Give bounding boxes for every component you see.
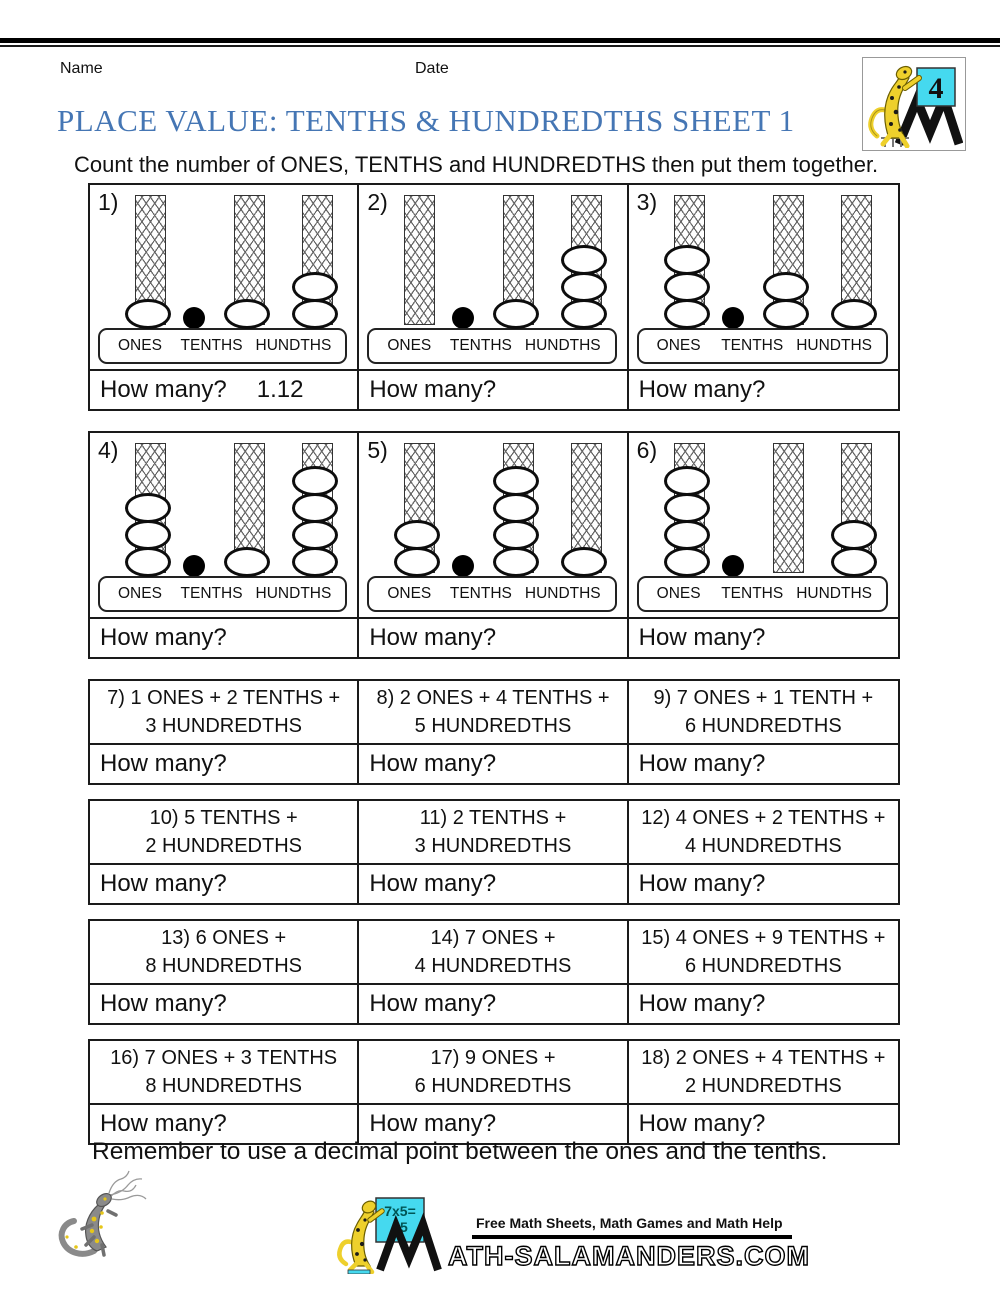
- problem-line-2: 4 HUNDREDTHS: [414, 955, 572, 977]
- problem-line-2: 6 HUNDREDTHS: [684, 955, 842, 977]
- instruction-text: Count the number of ONES, TENTHS and HUNDREDTHS then put them together.: [74, 152, 879, 177]
- bead: [664, 493, 710, 523]
- decimal-point-dot: [722, 307, 744, 329]
- place-labels-box: [367, 328, 616, 364]
- text-problem-cell: [629, 681, 898, 783]
- bead: [763, 299, 809, 329]
- hundredths-label: HUNDTHS: [524, 337, 601, 354]
- problem-line-1: 8) 2 ONES + 4 TENTHS +: [376, 686, 610, 709]
- text-problem-cell: [359, 681, 628, 783]
- problem-line-1: 12) 4 ONES + 2 TENTHS +: [641, 806, 886, 829]
- bead: [125, 520, 171, 550]
- text-problems-table: [88, 919, 900, 1025]
- how-many-label: How many?: [100, 1110, 227, 1137]
- abacus-problems-table: [88, 183, 900, 411]
- how-many-label: How many?: [100, 870, 227, 897]
- problem-line-2: 5 HUNDREDTHS: [414, 715, 572, 737]
- bead: [664, 520, 710, 550]
- answer-value: 1.12: [256, 376, 304, 403]
- how-many-row: [359, 743, 626, 783]
- problem-line-1: 7) 1 ONES + 2 TENTHS +: [107, 686, 341, 709]
- problem-statement: [359, 1041, 626, 1103]
- how-many-label: How many?: [369, 376, 497, 403]
- bead: [493, 466, 539, 496]
- problem-line-1: 9) 7 ONES + 1 TENTH +: [653, 686, 874, 709]
- problem-statement: [90, 681, 357, 743]
- abacus-figure: [90, 433, 357, 617]
- problem-number: 3): [636, 189, 658, 215]
- worksheet-body: [88, 183, 900, 1159]
- hundredths-label: HUNDTHS: [524, 585, 601, 602]
- abacus-figure: [90, 185, 357, 369]
- ones-rod: [404, 195, 435, 325]
- tenths-label: TENTHS: [721, 585, 784, 602]
- problem-line-1: 11) 2 TENTHS +: [419, 806, 567, 829]
- tenths-label: TENTHS: [180, 337, 243, 354]
- text-problem-cell: [629, 1041, 898, 1143]
- how-many-label: How many?: [100, 624, 227, 651]
- bead: [664, 547, 710, 577]
- problem-line-2: 6 HUNDREDTHS: [684, 715, 842, 737]
- text-problem-cell: [359, 921, 628, 1023]
- how-many-label: How many?: [638, 990, 766, 1017]
- problem-line-2: 2 HUNDREDTHS: [145, 835, 302, 857]
- problem-number: 2): [367, 189, 388, 215]
- abacus-problem-cell: [90, 433, 359, 657]
- bead: [561, 547, 607, 577]
- how-many-label: How many?: [638, 750, 766, 777]
- how-many-row: [90, 983, 357, 1023]
- how-many-label: How many?: [369, 870, 497, 897]
- site-logo: [332, 1196, 810, 1274]
- text-problem-cell: [359, 801, 628, 903]
- problem-statement: [629, 801, 898, 863]
- how-many-row: [359, 369, 626, 409]
- problem-line-2: 8 HUNDREDTHS: [145, 1075, 302, 1097]
- ones-label: ONES: [118, 337, 162, 354]
- problem-statement: [359, 801, 626, 863]
- place-labels-box: [637, 576, 888, 612]
- place-labels-box: [637, 328, 888, 364]
- text-problem-cell: [90, 921, 359, 1023]
- problem-line-1: 18) 2 ONES + 4 TENTHS +: [641, 1046, 886, 1069]
- how-many-row: [90, 369, 357, 409]
- board-text-line2: 35: [392, 1219, 408, 1235]
- bead: [561, 272, 607, 302]
- hundredths-label: HUNDTHS: [796, 337, 872, 354]
- how-many-row: [359, 1103, 626, 1143]
- footer-note: Remember to use a decimal point between the ones and the tenths.: [92, 1138, 828, 1165]
- bead: [831, 299, 877, 329]
- bead: [125, 299, 171, 329]
- bead: [664, 299, 710, 329]
- bead: [664, 466, 710, 496]
- bead: [292, 272, 338, 302]
- ones-label: ONES: [387, 337, 432, 354]
- grade-badge: [862, 57, 966, 151]
- problem-line-1: 16) 7 ONES + 3 TENTHS: [110, 1046, 338, 1069]
- how-many-row: [90, 1103, 357, 1143]
- bead: [292, 493, 338, 523]
- bead: [125, 547, 171, 577]
- problem-statement: [90, 1041, 357, 1103]
- problem-line-2: 4 HUNDREDTHS: [684, 835, 842, 857]
- board-text-line1: 7x5=: [384, 1203, 416, 1219]
- how-many-label: How many?: [638, 1110, 766, 1137]
- tenths-label: TENTHS: [449, 585, 512, 602]
- problem-statement: [629, 921, 898, 983]
- text-problem-cell: [629, 921, 898, 1023]
- tenths-rod: [773, 443, 804, 573]
- place-labels-box: [367, 576, 616, 612]
- bead: [292, 299, 338, 329]
- problem-statement: [90, 921, 357, 983]
- problem-statement: [629, 1041, 898, 1103]
- problem-line-1: 13) 6 ONES +: [161, 926, 287, 949]
- bead: [831, 547, 877, 577]
- gecko-body-icon: [62, 1191, 116, 1255]
- bead: [831, 520, 877, 550]
- how-many-row: [359, 617, 626, 657]
- decimal-point-dot: [452, 307, 474, 329]
- problem-line-1: 10) 5 TENTHS +: [149, 806, 298, 829]
- ones-label: ONES: [118, 585, 162, 602]
- how-many-row: [629, 369, 898, 409]
- problem-number: 5): [367, 437, 388, 463]
- grade-badge-illustration: [865, 60, 963, 148]
- grade-number: 4: [928, 72, 944, 105]
- bead: [394, 520, 440, 550]
- ones-label: ONES: [387, 585, 432, 602]
- place-labels-box: [98, 328, 347, 364]
- how-many-label: How many?: [100, 990, 227, 1017]
- bead: [763, 272, 809, 302]
- tenths-label: TENTHS: [721, 337, 784, 354]
- text-problems-table: [88, 1039, 900, 1145]
- bead: [664, 272, 710, 302]
- decimal-point-dot: [183, 307, 205, 329]
- how-many-row: [359, 983, 626, 1023]
- how-many-row: [629, 983, 898, 1023]
- how-many-label: How many?: [369, 1110, 497, 1137]
- problem-line-2: 3 HUNDREDTHS: [414, 835, 572, 857]
- abacus-figure: [359, 433, 626, 617]
- problem-number: 4): [98, 437, 119, 463]
- problem-number: 6): [636, 437, 658, 463]
- site-tagline: Free Math Sheets, Math Games and Math Help: [476, 1215, 783, 1231]
- abacus-problems-table: [88, 431, 900, 659]
- problem-line-1: 15) 4 ONES + 9 TENTHS +: [641, 926, 886, 949]
- top-rule: [0, 38, 1000, 47]
- problem-statement: [359, 921, 626, 983]
- problem-line-2: 2 HUNDREDTHS: [684, 1075, 842, 1097]
- bead: [292, 547, 338, 577]
- how-many-row: [629, 863, 898, 903]
- problem-number: 1): [98, 189, 119, 215]
- decimal-point-dot: [183, 555, 205, 577]
- text-problem-cell: [90, 1041, 359, 1143]
- ones-label: ONES: [656, 337, 701, 354]
- bead: [664, 245, 710, 275]
- abacus-problem-cell: [359, 185, 628, 409]
- how-many-label: How many?: [638, 624, 766, 651]
- text-problem-cell: [359, 1041, 628, 1143]
- bead: [224, 299, 270, 329]
- how-many-row: [629, 617, 898, 657]
- abacus-problem-cell: [629, 433, 898, 657]
- how-many-row: [90, 863, 357, 903]
- problem-statement: [629, 681, 898, 743]
- how-many-row: [629, 743, 898, 783]
- name-field-label: Name: [60, 60, 103, 77]
- text-problems-table: [88, 679, 900, 785]
- bead: [561, 245, 607, 275]
- abacus-problem-cell: [359, 433, 628, 657]
- problem-line-1: 17) 9 ONES +: [430, 1046, 556, 1069]
- page-title: PLACE VALUE: TENTHS & HUNDREDTHS SHEET 1: [57, 103, 795, 138]
- abacus-figure: [359, 185, 626, 369]
- site-name: ATH-SALAMANDERS.COM: [448, 1241, 810, 1271]
- tenths-label: TENTHS: [449, 337, 512, 354]
- bead: [292, 466, 338, 496]
- bead: [292, 520, 338, 550]
- bead: [394, 547, 440, 577]
- hundredths-label: HUNDTHS: [255, 585, 332, 602]
- problem-statement: [359, 681, 626, 743]
- how-many-row: [90, 743, 357, 783]
- abacus-figure: [629, 433, 898, 617]
- bead: [493, 547, 539, 577]
- text-problems-table: [88, 799, 900, 905]
- bead: [493, 299, 539, 329]
- hundredths-label: HUNDTHS: [796, 585, 872, 602]
- how-many-label: How many?: [369, 624, 497, 651]
- problem-statement: [90, 801, 357, 863]
- text-problem-cell: [90, 681, 359, 783]
- place-labels-box: [98, 576, 347, 612]
- how-many-row: [90, 617, 357, 657]
- site-logo-text-block: [448, 1215, 810, 1274]
- squiggle-lines-icon: [109, 1171, 146, 1200]
- problem-line-2: 8 HUNDREDTHS: [145, 955, 302, 977]
- problem-line-2: 6 HUNDREDTHS: [414, 1075, 572, 1097]
- how-many-row: [359, 863, 626, 903]
- how-many-label: How many?: [638, 376, 766, 403]
- text-problem-cell: [90, 801, 359, 903]
- hundredths-label: HUNDTHS: [255, 337, 332, 354]
- logo-rule: [472, 1235, 792, 1239]
- problem-line-2: 3 HUNDREDTHS: [145, 715, 302, 737]
- how-many-label: How many?: [638, 870, 766, 897]
- how-many-label: How many?: [100, 376, 227, 403]
- tenths-label: TENTHS: [180, 585, 243, 602]
- site-logo-illustration: [332, 1196, 464, 1274]
- how-many-label: How many?: [100, 750, 227, 777]
- problem-line-1: 14) 7 ONES +: [430, 926, 556, 949]
- ones-label: ONES: [656, 585, 701, 602]
- text-problem-cell: [629, 801, 898, 903]
- how-many-label: How many?: [369, 750, 497, 777]
- decimal-point-dot: [452, 555, 474, 577]
- bead: [493, 520, 539, 550]
- how-many-label: How many?: [369, 990, 497, 1017]
- bead: [561, 299, 607, 329]
- gecko-illustration: [52, 1163, 172, 1268]
- decimal-point-dot: [722, 555, 744, 577]
- abacus-problem-cell: [90, 185, 359, 409]
- abacus-problem-cell: [629, 185, 898, 409]
- abacus-figure: [629, 185, 898, 369]
- bead: [224, 547, 270, 577]
- how-many-row: [629, 1103, 898, 1143]
- bead: [493, 493, 539, 523]
- date-field-label: Date: [415, 60, 449, 77]
- bead: [125, 493, 171, 523]
